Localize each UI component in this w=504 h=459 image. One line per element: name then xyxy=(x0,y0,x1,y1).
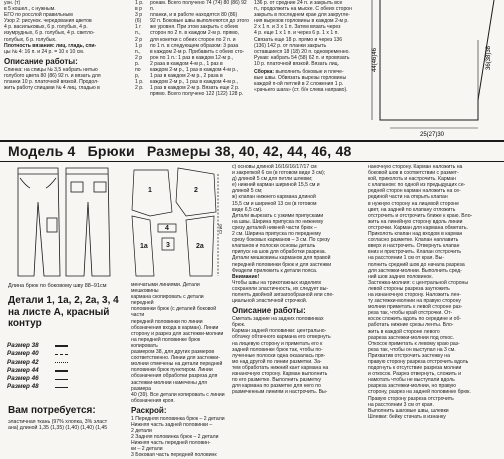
cut-list-item: 3 Боковая часть передней половинк xyxy=(131,452,217,459)
sleeve-outline xyxy=(380,0,494,120)
top-left-text xyxy=(4,0,132,138)
text-line: по xyxy=(135,67,141,74)
text-line: цвет, на задней по клапану отложить xyxy=(368,206,456,213)
text-line: ний шов задних половинок. xyxy=(368,273,433,280)
top-center-text xyxy=(150,0,250,138)
text-line: обозначения входа в карман). Линии xyxy=(131,324,219,331)
text-line: с клапаном: по одной из предыдущих се- xyxy=(368,182,466,189)
text-line: клапанов и полоски основы деталь xyxy=(232,243,316,250)
text-line: 1 раз в каждом 2-м р., 2 раза в xyxy=(150,73,223,80)
text-line: каждом 2-м р., 1 раз в каждом 4-м р., xyxy=(150,79,238,86)
text-line: косок сложить вдоль по середине и об- xyxy=(368,316,462,323)
text-line: лученные полоски одна оказалась пря- xyxy=(232,352,326,359)
size-line-style xyxy=(55,370,68,372)
size-line-style xyxy=(55,345,68,347)
size-legend-item xyxy=(7,375,68,383)
sizes-title: Размеры 38, 40, 42, 44, 46, 48 xyxy=(146,143,352,159)
text-line: соответственно. Линии для застежки- xyxy=(131,355,220,362)
text-line: рон по 1 п.: 1 раз в каждом 12-м р., xyxy=(150,54,234,61)
text-line: Детали мешковины карманов для правой xyxy=(232,255,331,262)
text-line: на расстоянии 3 см от края. xyxy=(368,401,434,408)
text-line: п., продолжить на мыске. С обеих сторон xyxy=(254,6,352,13)
text-line: застежки-молнии намечены для размера xyxy=(131,379,207,392)
text-line: 136 р. от средние 24 п. и закрыть все xyxy=(254,0,343,6)
text-line: 1 раз в каждом 2-м р. Вязать еще 2 р. xyxy=(150,85,240,92)
cut-list-item: 2 детали xyxy=(131,428,152,435)
text-line: (136) 142 р. от планки закрыть xyxy=(254,42,327,49)
text-line: Приколоть клапан над входом в карман xyxy=(368,231,463,238)
text-line: отстрочки. Карман для кармана обметать. xyxy=(368,224,468,231)
text-line: и откосок. Разрез отвернуть, сложить и xyxy=(368,371,461,378)
text-line: 10 р. платочной вязкой. Вязать лиц. xyxy=(254,60,339,67)
text-line: молнии отмечены на детали передней xyxy=(131,361,223,368)
text-line: в 5 кошел., с нужным. xyxy=(4,6,56,13)
text-line: 1 р xyxy=(135,42,143,49)
text-line: «рачьего шага» (ст. б/н слева направо). xyxy=(254,87,348,94)
dim-label: 36(38)38 xyxy=(486,45,492,70)
text-line: полнять двойной зигзагообразной или спе- xyxy=(232,291,334,298)
text-line: Откосок приметать к левому краю раз- xyxy=(368,340,460,347)
text-line: на швы. Ширина припуска по нижнему xyxy=(232,218,324,225)
text-line: Детали вырезать с узкими припусками xyxy=(232,212,324,219)
dim-label: 44(46)46 xyxy=(372,47,378,72)
text-line: Прихватив отстрочить застежку на xyxy=(368,352,450,359)
size-line-style xyxy=(55,354,68,355)
text-line: закрыть в последнем крае для закругле- xyxy=(254,12,351,19)
text-line: планки 10 р. платочной вязкой. Продол- xyxy=(4,79,99,86)
text-line: 2 р xyxy=(135,36,143,43)
text-line: тем обработать нижний кант кармана на xyxy=(232,364,329,371)
garment-label: Брюки xyxy=(87,143,135,159)
text-line: 1 г xyxy=(135,24,142,31)
text-line: 4 р. васильковых, 6 р. голубых, 4 р. xyxy=(4,24,88,31)
text-line: размеченным линиям и настрочить. Вы- xyxy=(232,389,328,396)
fold-label: Сгиб xyxy=(218,224,223,234)
text-line: планки, и в работе находятся 80 (86) xyxy=(150,12,238,19)
text-line: вые швы. Обвязать вырезы горловины xyxy=(254,75,347,82)
text-line: Спинка: на спицы № 3,5 набрать нитью xyxy=(4,66,98,73)
size-legend xyxy=(7,342,68,392)
size-line-style xyxy=(55,379,68,381)
materials-text xyxy=(8,419,133,431)
text-line: по его разметке. Выполнить разметку xyxy=(232,377,322,384)
text-line: на лицевую сторону и приметать его к xyxy=(232,340,323,347)
text-line: 2 см. Ширина припуска по переднему xyxy=(232,231,322,238)
text-line: 40 (39). Все детали копировать с линии xyxy=(131,391,225,398)
text-line: обозначения кроя. xyxy=(131,397,175,404)
text-line: сохраняли эластичность, их следует вы- xyxy=(232,285,329,292)
text-line: боковой шов в соответствии с размет- xyxy=(368,170,459,177)
right-text-1 xyxy=(232,164,364,442)
text-line: Связать еще 18 р. прямо и через 136 xyxy=(254,36,343,43)
piece-number: 4 xyxy=(165,225,169,232)
text-line: ЕГО по росслой правильным xyxy=(4,12,73,19)
text-line: припуск на шов для обработки разреза. xyxy=(232,249,327,256)
text-line: разреза застежки-молнии под откос. xyxy=(368,334,455,341)
text-line: половинки брюк пунктиром. Линии xyxy=(131,367,213,374)
text-line: ния вырезов горловины в каждом 2-м р. xyxy=(254,18,349,25)
back-view-outline xyxy=(66,168,110,276)
text-line: жить в каждой стороне левого xyxy=(368,328,440,335)
text-line: 3 р xyxy=(135,12,143,19)
top-right-text xyxy=(254,0,358,138)
text-line: с) основы длиной 16/16/16/17/17 см xyxy=(232,164,317,170)
text-line: на изнаночную сторону. Наложить лен- xyxy=(368,291,461,298)
text-line: для застежки-молнии. Выполнить сред- xyxy=(368,267,462,274)
size-legend-item xyxy=(7,359,68,367)
size-label: Размер 42 xyxy=(7,358,39,366)
pattern-details: Детали 1, 1а, 2, 2а, 3, 4 на листе А, красный контур xyxy=(8,295,119,329)
text-line: жить работу спицами № 4 лиц. гладью в xyxy=(4,85,100,92)
size-legend-item xyxy=(7,342,68,350)
text-line: р. xyxy=(135,60,140,67)
text-line: подогнуть к отсутствие разреза молнии xyxy=(368,365,462,372)
text-line: жить на линейную сторону вдоль линии xyxy=(368,218,463,225)
text-line: изумрудных, 6 р. голубых, 4 р. светло- xyxy=(4,30,95,37)
section-heading: Описание работы: xyxy=(4,56,78,66)
text-line: передней половинки по линии xyxy=(131,318,203,325)
size-label: Размер 40 xyxy=(7,350,39,358)
text-line: в нужную сторону на лицевой стороне xyxy=(368,200,459,207)
text-line: голубых, 6 р. голубых. xyxy=(4,36,57,43)
text-line: е) нижний карман шириной 15,5 см и xyxy=(232,182,320,189)
text-line: прямо. Всего получено 122 (122) 128 р. xyxy=(150,91,244,98)
text-line: передней половинки брюк и для застежки xyxy=(232,261,332,268)
size-label: Размер 48 xyxy=(7,383,39,391)
text-line: сторону и разрез для застежки-молнии xyxy=(131,330,224,337)
text-line: каждом 2-м р., 1 раз в каждом 4-м р., xyxy=(150,67,238,74)
text-line: Чтобы швы на трикотажных изделиях xyxy=(232,279,322,286)
pattern-pieces-diagram xyxy=(128,164,224,282)
back-pocket xyxy=(94,182,106,192)
side-pocket xyxy=(46,178,56,188)
text-line: на передней половинке брюк копировать xyxy=(131,336,201,349)
size-label: Размер 44 xyxy=(7,366,39,374)
text-line: полнить средний шов до начала разреза xyxy=(368,261,465,268)
text-line: редней сторон карман наложить на се- xyxy=(368,188,461,195)
text-line: 2 раза в каждом 4-м р., 1 раз в xyxy=(150,60,223,67)
text-line: 2 р. xyxy=(135,85,144,92)
text-line: разреза застежки-молнии, но правую xyxy=(368,383,457,390)
text-line: реза так, чтобы край отстрочки. От- xyxy=(368,310,453,317)
cut-list-item: 2 Задняя половинка брюк – 2 детали xyxy=(131,434,219,441)
text-line: согласно разметке. Клапан наплавить xyxy=(368,237,459,244)
piece-number: 1а xyxy=(140,243,148,250)
text-line: обозначения обработки разреза для xyxy=(131,373,218,380)
text-line: (6) xyxy=(135,18,142,25)
text-line: вверх и настрочить. Отвернуть клапан xyxy=(368,243,460,250)
length-caption: Длина брюк по боковому шву 88–91см xyxy=(8,283,107,289)
text-line: сторон по 2 п. в каждом 2-м р. прямо, xyxy=(150,30,239,37)
text-line: ж) клапан нижнего кармана длиной xyxy=(232,194,316,201)
size-label: Размер 38 xyxy=(7,342,39,349)
text-line: виде 6,5 см). xyxy=(232,206,263,213)
size-legend-item xyxy=(7,383,68,391)
text-line: эластичная ткань (97% хлопка, 3% эласт xyxy=(8,419,108,425)
text-line: для кокетки с обеих сторон по 2 п. и xyxy=(150,36,236,43)
section-heading: Сборка: xyxy=(254,69,275,76)
size-legend-item xyxy=(7,350,68,358)
section-divider xyxy=(0,161,504,162)
text-line: срезу деталей нижней части брюк – xyxy=(232,224,317,231)
text-line: изнаночную сторону. Карман выполнить xyxy=(232,371,328,377)
text-line: сторону, разрез на задней половинке брюк. xyxy=(368,389,471,396)
text-line: Физдели прилюкить к детали пояса. xyxy=(232,267,318,274)
text-line: 2 х 1 п. и 3 х 1 п. Затем вязать через xyxy=(254,24,341,31)
text-line: оставшиеся 18 (18) 20 п. одновременно. xyxy=(254,48,350,55)
text-line: Правую сторону разреза отстрочить xyxy=(368,395,454,402)
right-text-2 xyxy=(368,164,502,442)
text-line: отстрочить и отстрочить ближе к краю. Вло- xyxy=(368,212,473,219)
materials-heading: Вам потребуется: xyxy=(8,405,96,416)
text-line: рединой части на открыть клапан xyxy=(368,194,448,201)
text-line: 92 п. Боковые швы выполняются до этого xyxy=(150,18,249,25)
text-line: ронам. Всего получено 74 (74) 80 (86) 92 п. xyxy=(150,0,247,13)
trousers-sketch xyxy=(14,164,114,282)
text-line: менчатыми линиями. Детали мешковины xyxy=(131,282,200,295)
text-line: Выполнить шаговые швы, шлевки xyxy=(368,407,449,414)
text-line: вниз и пристрочить. Клапан отстрочить xyxy=(368,249,462,256)
text-line: 4 р. еще 1 х 1 п. и через 6 р. 1 х 1 п. xyxy=(254,30,339,37)
text-line: цы № 4: 16 п. и 24 р. = 10 х 10 см. xyxy=(4,48,85,55)
text-line: р, xyxy=(135,73,140,80)
text-line: Карман задней половинки: центрально- xyxy=(232,328,327,335)
text-line: правую сторону разреза отстрочить вдоль xyxy=(368,359,469,365)
cut-list-item: 1 Передняя половинка брюк – 2 детали xyxy=(131,415,225,422)
text-line: кой, приколоть и настрочить. Карман xyxy=(368,176,456,183)
text-line: намотать чтобы не выступали вдоль xyxy=(368,377,455,384)
dim-label: 25(27)30 xyxy=(420,132,445,138)
text-line: задней половинке брюк так, чтобы по- xyxy=(232,346,323,353)
size-legend-item xyxy=(7,367,68,375)
sleeve-diagram xyxy=(360,0,502,138)
text-line: д) длиной 5 см для петли шлевки; xyxy=(232,176,313,183)
text-line: брюк. xyxy=(232,322,246,329)
top-mid-fragment xyxy=(135,0,147,138)
piece-number: 1 xyxy=(148,187,152,194)
cut-list-item: Нижняя часть задней половинки – xyxy=(131,421,213,428)
text-line: 1 р. xyxy=(135,79,144,86)
text-line: в р xyxy=(135,6,142,13)
size-line-style xyxy=(55,387,68,389)
text-line: половинки брюк (с деталей боковой части xyxy=(131,306,217,319)
text-line: Плотность вязания: лиц. гладь, спи- xyxy=(4,42,97,49)
text-line: ана) длиной 1,35 (1,35) (1,40) (1,40) (1,45 xyxy=(8,425,108,432)
text-line: левой стороны разреза заутюжить xyxy=(368,285,450,292)
text-line: длиной 5 см; xyxy=(232,188,263,195)
text-line: размером 38, для других размеров xyxy=(131,349,215,356)
text-line: п., xyxy=(135,30,141,37)
piece-number: 2а xyxy=(196,243,204,250)
text-line: Застежка-молния: с центральной стороны xyxy=(368,279,469,286)
front-view-outline xyxy=(18,168,60,276)
model-label: Модель 4 xyxy=(8,143,76,159)
front-upper-piece xyxy=(132,170,172,216)
cargo-pocket xyxy=(47,218,57,232)
text-line: Сметать задние на задних половинках xyxy=(232,316,324,323)
piece-number: 3 xyxy=(166,242,170,249)
text-line: реза так, чтобы он выступал на 3 см. xyxy=(368,346,456,353)
back-pocket xyxy=(71,182,83,192)
warning-heading: Внимание! xyxy=(232,273,260,280)
text-line: же уровня. При этом закрыть с обеих xyxy=(150,24,239,31)
text-line: молнии приметать к левой стороне раз- xyxy=(368,304,463,311)
side-pocket xyxy=(20,178,30,188)
text-line: 1 р. xyxy=(135,0,144,6)
text-line: п., xyxy=(135,48,141,55)
section-heading: Описание работы: xyxy=(232,306,306,316)
section-divider xyxy=(0,140,504,142)
size-line-style xyxy=(55,362,68,363)
text-line: ту застежки-молнии на правую сторону xyxy=(368,298,461,305)
text-line: каждой п-ой петлей в 2 сложения 1 р. xyxy=(254,81,344,88)
text-line: Шлевки: бейку стачать в изнанку xyxy=(368,413,446,420)
text-line: циальной эластичной строчкой. xyxy=(232,298,308,305)
text-line: срезу боковых карманов – 3 см. По срезу xyxy=(232,237,330,244)
text-line: голубого цвета 80 (86) 92 п. и вязать для xyxy=(4,72,101,79)
text-line: мо над другой по линии разметки. За- xyxy=(232,358,322,365)
text-line: по 1 п. в следующем образом: 3 раза xyxy=(150,42,239,49)
text-line: Рукав: набрать 54 (58) 62 п. и провязать xyxy=(254,54,350,61)
text-line: и закрепкой 6 см (в готовом виде 3 см); xyxy=(232,170,326,177)
text-line: кармана скопировать с детали передней xyxy=(131,294,204,307)
text-line: в каждом 2-м р. Прибавить с обеих сто- xyxy=(150,48,245,55)
text-line: обтачку обтачного кармана его отвернуть xyxy=(232,334,331,341)
text-line: 2 р xyxy=(135,54,143,61)
cut-list-item: Нижняя часть передней половин- xyxy=(131,440,211,447)
mid-text xyxy=(131,282,227,459)
text-line: на расстоянии 1 см от края. Вы- xyxy=(368,255,445,262)
text-line: Узор 2: рисунок. чередования цветов xyxy=(4,18,92,25)
cut-list-item: ки – 2 детали xyxy=(131,446,163,453)
page-title xyxy=(8,143,359,159)
text-line: для кармана по разметке для него по xyxy=(232,383,321,390)
text-line: выполнить боковые и плече- xyxy=(275,69,344,76)
piece-number: 2 xyxy=(194,187,198,194)
text-line: узн. (т) xyxy=(4,0,21,6)
size-label: Размер 46 xyxy=(7,375,39,383)
text-line: 15,5 см и шириной 13 см (в готовом xyxy=(232,200,317,207)
text-line: работать нижние срезы ленты. Вло- xyxy=(368,322,454,329)
text-line: наночную сторону. Карман наложить на xyxy=(368,164,463,170)
section-heading: Раскрой: xyxy=(131,405,167,415)
